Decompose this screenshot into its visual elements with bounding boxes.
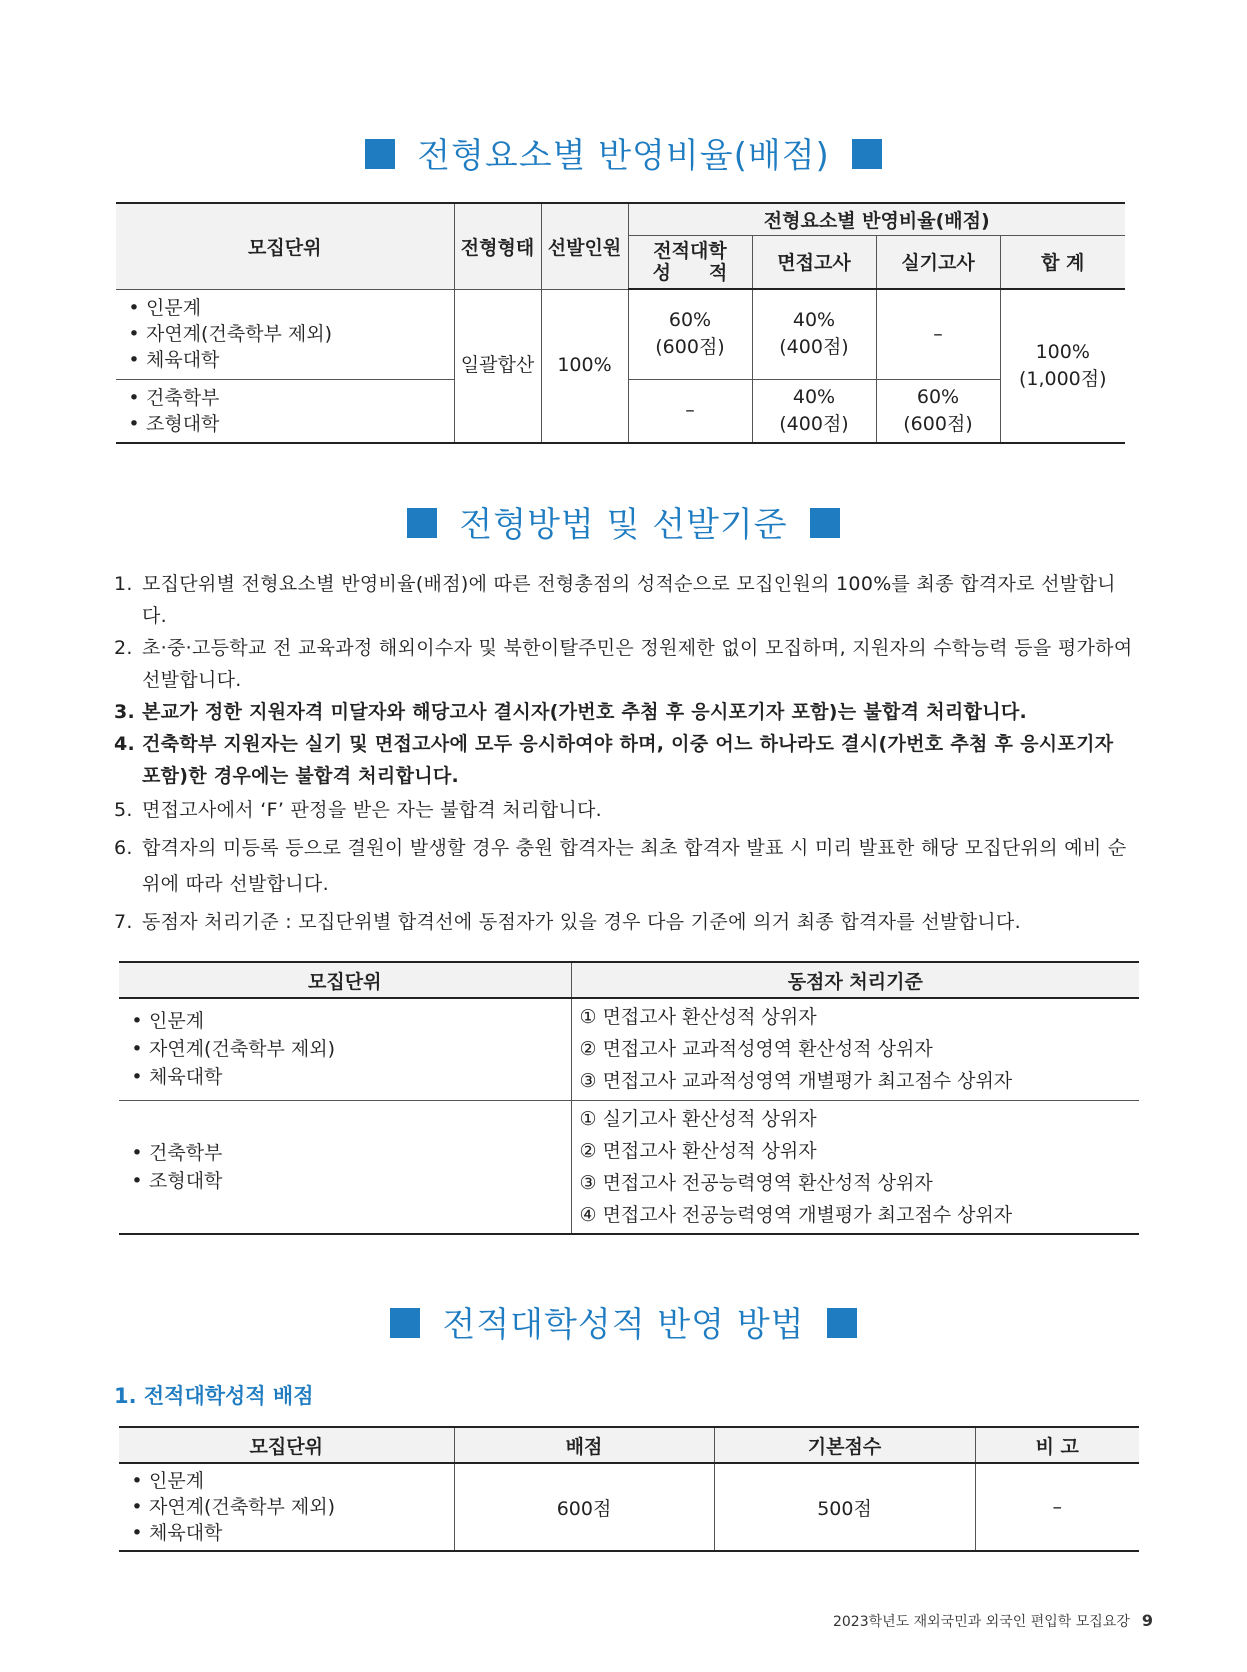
tie-row2-criteria	[571, 1100, 1139, 1234]
section3-title: 전적대학성적 반영 방법	[0, 1297, 1247, 1346]
square-bullet-icon	[365, 139, 395, 169]
selection-count: 100%	[541, 289, 628, 443]
header-unit: 모집단위	[119, 962, 571, 998]
header-score: 배점	[454, 1427, 714, 1463]
section1-title: 전형요소별 반영비율(배점)	[0, 128, 1247, 177]
row1-interview: 40% (400점)	[752, 289, 876, 379]
header-criteria: 동점자 처리기준	[571, 962, 1139, 998]
list-item: • 조형대학	[122, 411, 454, 437]
rule-2: 2. 초·중·고등학교 전 교육과정 해외이수자 및 북한이탈주민은 정원제한 없이 모집하며, 지원자의 수학능력 등을 평가하여 선발합니다.	[114, 637, 1133, 691]
header-interview: 면접고사	[752, 235, 876, 289]
rule-1: 1. 모집단위별 전형요소별 반영비율(배점)에 따른 전형총점의 성적순으로 모집인원의 100%를 최종 합격자로 선발합니다.	[114, 573, 1116, 627]
row2-interview: 40% (400점)	[752, 379, 876, 443]
list-item: • 인문계	[125, 1007, 571, 1035]
criteria-item: ④ 면접고사 전공능력영역 개별평가 최고점수 상위자	[579, 1203, 1013, 1226]
list-item: • 인문계	[122, 295, 454, 321]
header-base: 기본점수	[714, 1427, 975, 1463]
list-item: • 자연계(건축학부 제외)	[122, 321, 454, 347]
units	[119, 1463, 454, 1551]
note-value: –	[1052, 1496, 1062, 1518]
page-number: 9	[1141, 1611, 1153, 1630]
header-unit: 모집단위	[119, 1427, 454, 1463]
list-item: • 체육대학	[125, 1063, 571, 1091]
list-item: • 자연계(건축학부 제외)	[125, 1035, 571, 1063]
criteria-item: ① 실기고사 환산성적 상위자	[579, 1107, 817, 1130]
square-bullet-icon	[407, 508, 437, 538]
criteria-item: ③ 면접고사 전공능력영역 환산성적 상위자	[579, 1171, 933, 1194]
row2-units	[116, 379, 454, 443]
rule-7: 7. 동점자 처리기준 : 모집단위별 합격선에 동점자가 있을 경우 다음 기준에 의거 최종 합격자를 선발합니다.	[114, 911, 1021, 933]
rule-3: 3. 본교가 정한 지원자격 미달자와 해당고사 결시자(가번호 추첨 후 응시포기자 포함)는 불합격 처리합니다.	[114, 701, 1028, 723]
header-practical: 실기고사	[876, 235, 1000, 289]
selection-rules	[114, 568, 1134, 938]
list-item: • 체육대학	[122, 347, 454, 373]
prev-grade-score-table	[119, 1426, 1139, 1552]
total: 100% (1,000점)	[1000, 289, 1125, 443]
ratio-table	[116, 202, 1125, 444]
header-count: 선발인원	[541, 203, 628, 289]
tie-breaker-table	[119, 961, 1139, 1235]
row1-practical: –	[876, 289, 1000, 379]
square-bullet-icon	[852, 139, 882, 169]
page-footer	[833, 1611, 1153, 1631]
row2-practical: 60% (600점)	[876, 379, 1000, 443]
list-item: • 자연계(건축학부 제외)	[125, 1494, 454, 1520]
section2-title: 전형방법 및 선발기준	[0, 497, 1247, 546]
header-note: 비 고	[975, 1427, 1139, 1463]
subsection-title: 1. 전적대학성적 배점	[114, 1384, 314, 1408]
base-value: 500점	[714, 1463, 975, 1551]
row1-units	[116, 289, 454, 379]
rule-6: 6. 합격자의 미등록 등으로 결원이 발생할 경우 충원 합격자는 최초 합격자 발표 시 미리 발표한 해당 모집단위의 예비 순위에 따라 선발합니다.	[114, 837, 1127, 895]
tie-row2-units	[119, 1100, 571, 1234]
rule-4: 4. 건축학부 지원자는 실기 및 면접고사에 모두 응시하여야 하며, 이중 어느 하나라도 결시(가번호 추첨 후 응시포기자 포함)한 경우에는 불합격 처리합니다.	[114, 733, 1114, 787]
square-bullet-icon	[810, 508, 840, 538]
criteria-item: ② 면접고사 환산성적 상위자	[579, 1139, 817, 1162]
row1-prev-grade: 60% (600점)	[628, 289, 752, 379]
selection-type: 일괄합산	[454, 289, 541, 443]
score-value: 600점	[454, 1463, 714, 1551]
header-type: 전형형태	[454, 203, 541, 289]
tie-row1-criteria	[571, 998, 1139, 1100]
list-item: • 건축학부	[125, 1139, 571, 1167]
list-item: • 체육대학	[125, 1520, 454, 1546]
square-bullet-icon	[827, 1308, 857, 1338]
header-ratio: 전형요소별 반영비율(배점)	[628, 203, 1125, 235]
list-item: • 인문계	[125, 1468, 454, 1494]
tie-row1-units	[119, 998, 571, 1100]
header-prev-grade: 전적대학 성 적	[628, 235, 752, 289]
square-bullet-icon	[390, 1308, 420, 1338]
header-unit: 모집단위	[116, 203, 454, 289]
criteria-item: ② 면접고사 교과적성영역 환산성적 상위자	[579, 1038, 933, 1061]
header-total: 합 계	[1000, 235, 1125, 289]
list-item: • 조형대학	[125, 1167, 571, 1195]
criteria-item: ① 면접고사 환산성적 상위자	[579, 1006, 817, 1029]
rule-5: 5. 면접고사에서 ‘F’ 판정을 받은 자는 불합격 처리합니다.	[114, 799, 603, 821]
criteria-item: ③ 면접고사 교과적성영역 개별평가 최고점수 상위자	[579, 1070, 1013, 1093]
footer-text: 2023학년도 재외국민과 외국인 편입학 모집요강	[832, 1614, 1130, 1630]
row2-prev-grade: –	[628, 379, 752, 443]
list-item: • 건축학부	[122, 385, 454, 411]
